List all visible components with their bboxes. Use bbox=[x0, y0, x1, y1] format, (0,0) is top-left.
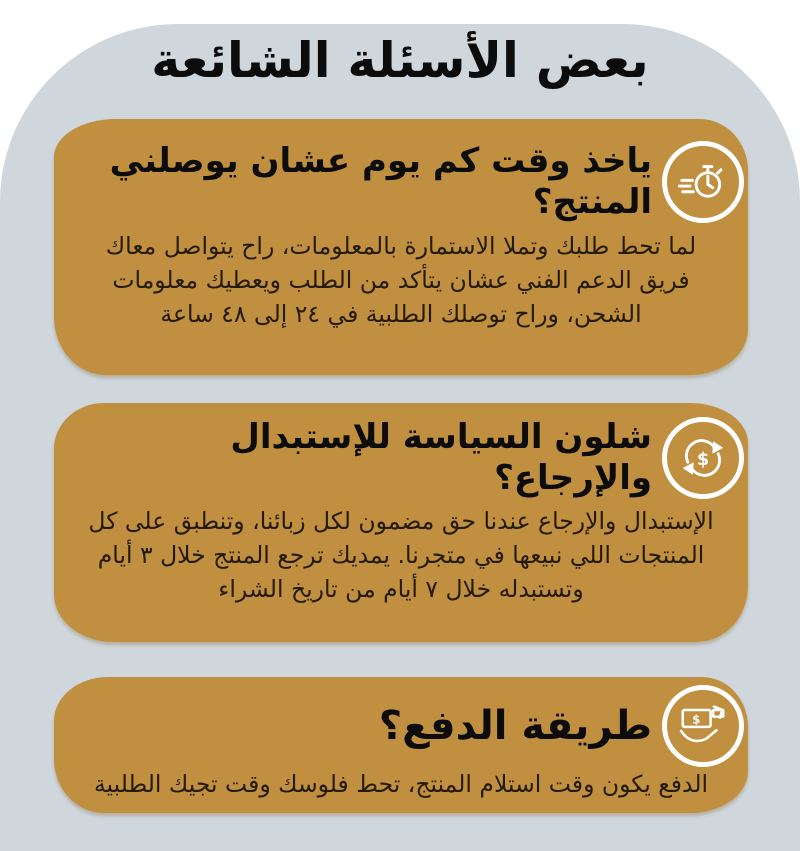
faq-answer: الدفع يكون وقت استلام المنتج، تحط فلوسك وقت تجيك الطلبية bbox=[93, 770, 709, 798]
stopwatch-fast-shipping-icon bbox=[662, 141, 744, 223]
card-header bbox=[54, 403, 748, 499]
faq-question: شلون السياسة للإستبدال والإرجاع؟ bbox=[230, 417, 652, 498]
faq-question: طريقة الدفع؟ bbox=[378, 703, 652, 749]
card-header bbox=[54, 677, 748, 767]
faq-answer: الإستبدال والإرجاع عندنا حق مضمون لكل زبائنا، وتنطبق على كل المنتجات اللي نبيعها في متجرنا. يمديك ترجع المنتج خلال ٣ أيام وتستبدله خلال ٧ أيام من تاريخ الشراء bbox=[88, 507, 714, 603]
faq-card-payment-method bbox=[54, 677, 748, 813]
dollar-sign-glyph: $ bbox=[696, 449, 710, 470]
card-header bbox=[54, 119, 748, 223]
faq-card-delivery-time bbox=[54, 119, 748, 375]
faq-card-return-policy bbox=[54, 403, 748, 642]
faq-answer: لما تحط طلبك وتملا الاستمارة بالمعلومات، راح يتواصل معاك فريق الدعم الفني عشان يتأكد من الطلب ويعطيك معلومات الشحن، وراح توصلك الطلبية في ٢٤ إلى ٤٨ ساعة bbox=[105, 232, 697, 328]
dollar-sign-glyph: $ bbox=[692, 712, 701, 727]
faq-question: ياخذ وقت كم يوم عشان يوصلني المنتج؟ bbox=[109, 141, 652, 222]
page-title: بعض الأسئلة الشائعة bbox=[151, 32, 649, 89]
money-exchange-icon bbox=[662, 417, 744, 499]
cash-in-hand-icon bbox=[662, 685, 744, 767]
